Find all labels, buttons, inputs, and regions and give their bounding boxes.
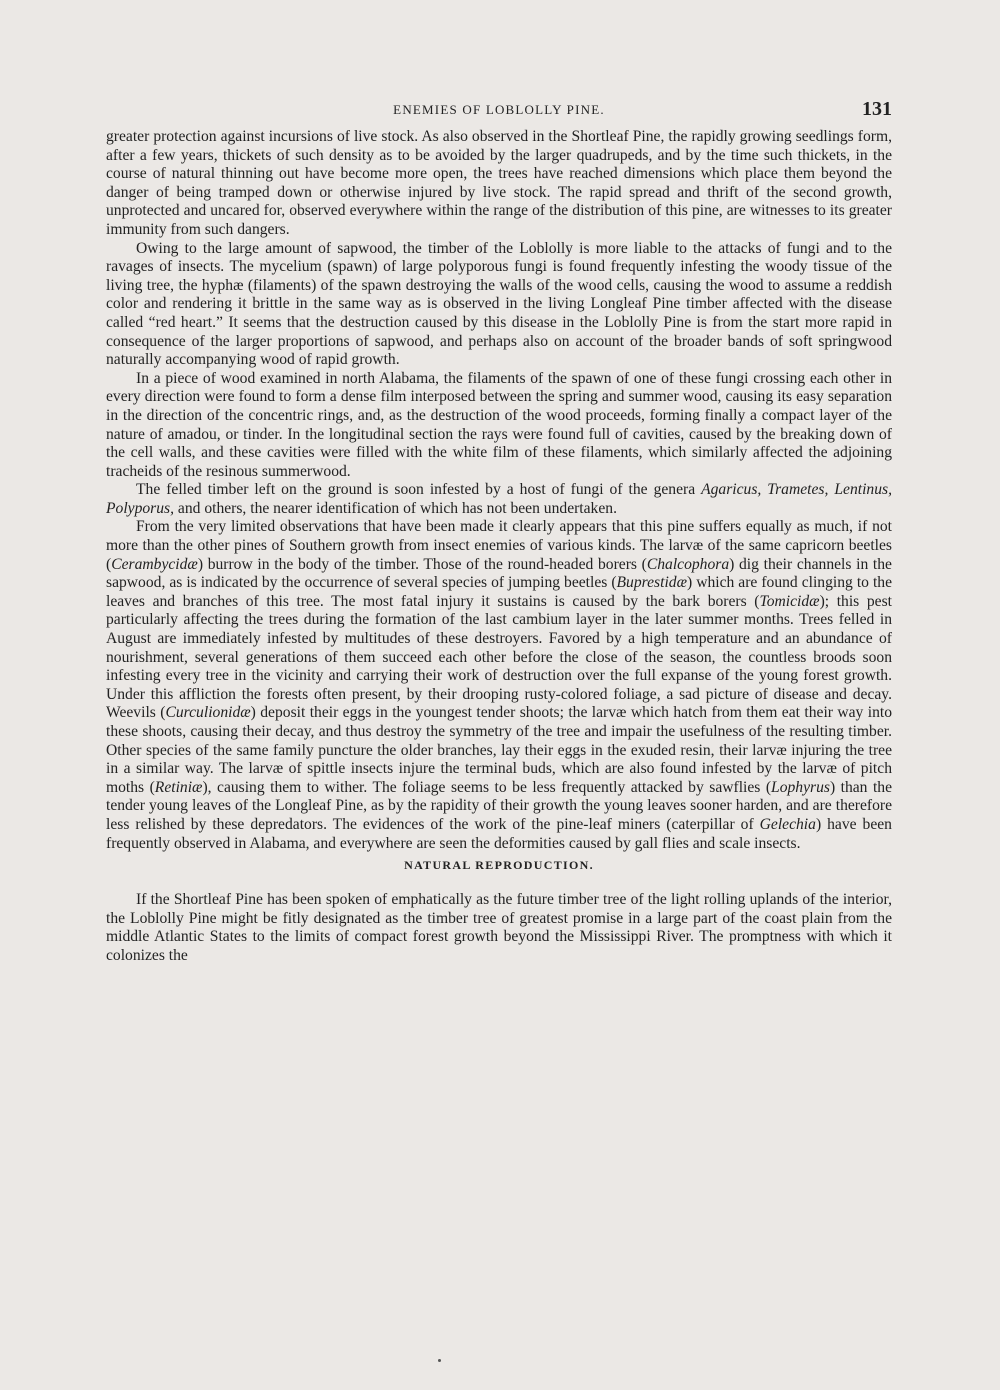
italic-text: Agaricus, Trametes, Lentinus, Polyporus, [106,481,892,517]
body-text [106,128,892,966]
italic-text: Curculionidæ [165,704,251,722]
italic-text: Buprestidæ [616,574,687,592]
paragraph [106,518,892,853]
page-number: 131 [862,98,892,120]
text-run: and others, the nearer identification of which has not been undertaken. [174,499,617,517]
text-run: ) burrow in the body of the timber. Those of the round-headed borers ( [197,555,647,573]
paragraph-group [106,128,892,853]
text-run: In a piece of wood examined in north Alabama, the filaments of the spawn of one of these fungi crossing each other in every direction were found to form a dense film interposed between the spring and summer wood, causing its easy separation in the direction of the concentric rings, and, as the destruction of the wood proceeds, forming finally a compact layer of the nature of amadou, or tinder. In the longitudinal section the rays were found full of cavities, caused by the breaking down of the cell walls, and these cavities were filled with the white film of these filaments, which similarly affected the adjoining tracheids of the resinous summerwood. [106,369,892,480]
italic-text: Tomicidæ [759,592,820,610]
italic-text: Retiniæ [154,778,203,796]
italic-text: Lophyrus [771,778,830,796]
paragraph [106,240,892,370]
text-run: ), causing them to wither. The foliage seems to be less frequently attacked by sawflies ( [202,778,772,796]
text-run: ) than the tender young leaves of the Longleaf Pine, as by the rapidity of their growth the young leaves sooner harden, and are therefore less relished by these depredators. The evidences of the work of the pine-leaf miners (caterpillar of [106,778,892,833]
italic-text: Chalcophora [646,555,730,573]
text-run: If the Shortleaf Pine has been spoken of emphatically as the future timber tree of the light rolling uplands of the interior, the Loblolly Pine might be fitly designated as the timber tree of greatest promise in a large part of the coast plain from the middle Atlantic States to the limits of compact forest growth beyond the Mississippi River. The promptness with which it colonizes the [106,891,892,964]
italic-text: Gelechia [759,815,816,833]
paragraph [106,370,892,482]
text-run: From the very limited observations that have been made it clearly appears that this pine suffers equally as much, if not more than the other pines of Southern growth from insect enemies of various kinds. The larvæ of the same capricorn beetles ( [106,518,892,573]
text-run: ); this pest particularly affecting the trees during the formation of the last cambium layer in the later summer months. Trees felled in August are immediately infested by multitudes of these destroyers. Favored by a high temperature and an abundance of nourishment, several generations of them succeed each other before the close of the season, the countless broods soon infesting every tree in the vicinity and carrying their work of destruction over the full expanse of the young forest growth. Under this affliction the forests often present, by their drooping rusty-colored foliage, a sad picture of disease and decay. Weevils ( [106,592,892,722]
running-head: ENEMIES OF LOBLOLLY PINE. [393,102,605,117]
italic-text: Cerambycidæ [111,555,198,573]
paragraph [106,481,892,518]
text-run: Owing to the large amount of sapwood, the timber of the Loblolly is more liable to the attacks of fungi and to the ravages of insects. The mycelium (spawn) of large polyporous fungi is found frequently infesting the woody tissue of the living tree, the hyphæ (filaments) of the spawn destroying the walls of the wood cells, causing the wood to assume a reddish color and rendering it brittle in the same way as is observed in the living Longleaf Pine timber affected with the disease called “red heart.” It seems that the destruction caused by this disease in the Loblolly Pine is from the start more rapid in consequence of the larger proportions of sapwood, and perhaps also on account of the broader bands of soft springwood naturally accompanying wood of rapid growth. [106,239,892,369]
print-speck [438,1359,441,1362]
page-header [106,98,892,124]
text-run: ) deposit their eggs in the youngest tender shoots; the larvæ which hatch from them eat their way into these shoots, causing their decay, and thus destroy the symmetry of the tree and impair the usefulness of the resulting timber. Other species of the same family puncture the older branches, lay their eggs in the exuded resin, their larvæ injuring the tree in a similar way. The larvæ of spittle insects injure the terminal buds, which are also found infested by the larvæ of pitch moths ( [106,704,893,796]
text-run: greater protection against incursions of live stock. As also observed in the Shortleaf Pine, the rapidly growing seedlings form, after a few years, thickets of such density as to be avoided by the larger quadrupeds, and by the time such thickets, in the course of natural thinning out have become more open, the trees have reached dimensions which place them beyond the danger of being tramped down or otherwise injured by live stock. The rapid spread and thrift of the second growth, unprotected and uncared for, observed everywhere within the range of the distribution of this pine, are witnesses to its greater immunity from such dangers. [106,128,892,238]
final-paragraph-container [106,891,892,965]
text-run: ) dig their channels in the sapwood, as is indicated by the occurrence of several species of jumping beetles ( [106,555,892,592]
text-run: The felled timber left on the ground is soon infested by a host of fungi of the genera [136,481,702,499]
paragraph [106,128,892,240]
section-title: NATURAL REPRODUCTION. [404,858,594,873]
text-run: ) have been frequently observed in Alabama, and everywhere are seen the deformities caused by gall flies and scale insects. [106,815,892,852]
text-run: ) which are found clinging to the leaves and branches of this tree. The most fatal injury it sustains is caused by the bark borers ( [106,574,892,610]
paragraph [106,891,892,965]
